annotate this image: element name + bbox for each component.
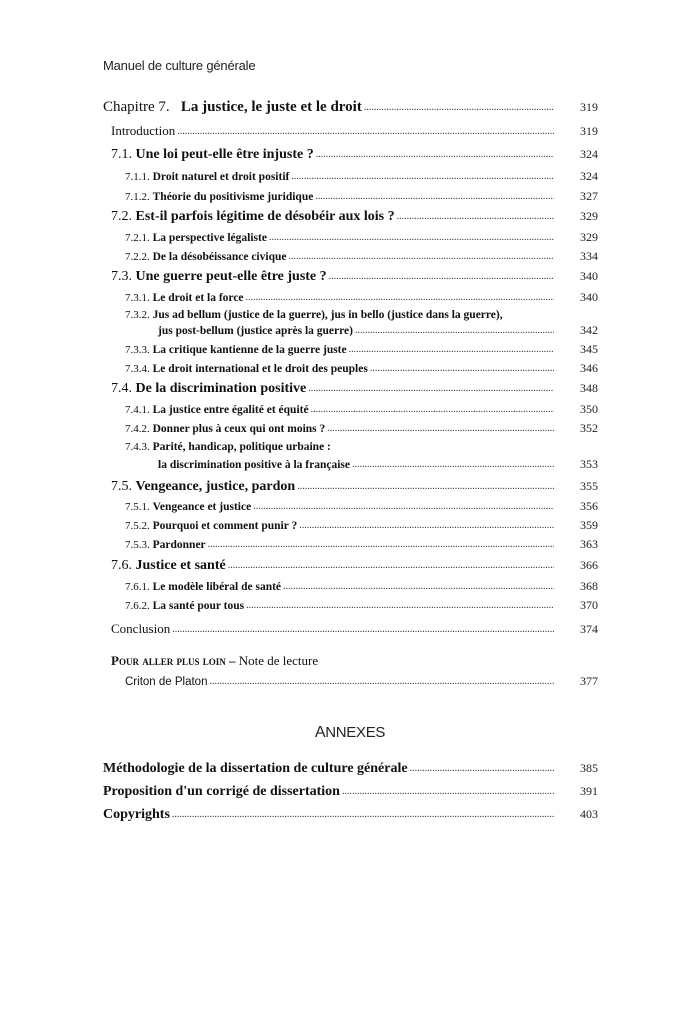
further-reading-dash: – (228, 653, 236, 668)
page-number: 353 (580, 457, 598, 471)
toc-section-entry[interactable] (103, 559, 598, 573)
leader-dots (352, 460, 554, 470)
toc-section-entry[interactable] (103, 148, 598, 162)
leader-dots (172, 810, 554, 820)
leader-dots (246, 293, 554, 303)
page-number: 345 (580, 342, 598, 356)
toc-introduction-entry[interactable] (103, 124, 598, 138)
subsection-title: De la désobéissance civique (152, 251, 287, 263)
subsection-number: 7.3.2. (125, 309, 150, 321)
leader-dots (228, 561, 554, 571)
page-number: 329 (580, 209, 598, 223)
subsection-number: 7.4.1. (125, 404, 150, 416)
subsection-title: Donner plus à ceux qui ont moins ? (152, 423, 326, 435)
toc-subsection-entry[interactable] (103, 599, 598, 613)
page-number: 374 (580, 622, 598, 636)
toc-subsection-entry[interactable] (103, 580, 598, 594)
toc-subsection-entry[interactable] (103, 362, 598, 376)
leader-dots (288, 252, 554, 262)
subsection-title: Le droit et la force (152, 292, 244, 304)
toc-section-entry[interactable] (103, 480, 598, 494)
subsection-title: La perspective légaliste (152, 232, 267, 244)
subsection-number: 7.5.2. (125, 520, 150, 532)
leader-dots (172, 625, 554, 635)
page-number: 370 (580, 598, 598, 612)
section-number: 7.5. (111, 479, 132, 494)
subsection-title: Le droit international et le droit des peuples (152, 363, 368, 375)
subsection-number: 7.2.1. (125, 232, 150, 244)
page-number: 324 (580, 169, 598, 183)
subsection-number: 7.2.2. (125, 251, 150, 263)
toc-subsection-entry[interactable] (103, 170, 598, 184)
leader-dots (397, 212, 554, 222)
leader-dots (410, 764, 554, 774)
page-number: 355 (580, 479, 598, 493)
subsection-title: Pourquoi et comment punir ? (152, 520, 298, 532)
leader-dots (316, 150, 554, 160)
page-number: 346 (580, 361, 598, 375)
subsection-title-line2: jus post-bellum (justice après la guerre) (158, 325, 353, 337)
toc-subsection-entry[interactable] (103, 324, 598, 338)
subsection-title: La santé pour tous (152, 600, 245, 612)
subsection-title: Le modèle libéral de santé (152, 581, 282, 593)
subsection-number: 7.4.2. (125, 423, 150, 435)
page-number: 319 (580, 124, 598, 138)
subsection-title: Vengeance et justice (152, 501, 252, 513)
leader-dots (329, 272, 554, 282)
page-number: 377 (580, 674, 598, 688)
leader-dots (342, 787, 554, 797)
page-number: 356 (580, 499, 598, 513)
toc-subsection-entry[interactable] (103, 291, 598, 305)
page-number: 391 (580, 784, 598, 798)
leader-dots (308, 384, 554, 394)
toc-subsection-entry[interactable] (103, 422, 598, 436)
subsection-number: 7.4.3. (125, 441, 150, 453)
leader-dots (177, 127, 554, 137)
toc-chapter-entry[interactable] (103, 100, 598, 115)
leader-dots (370, 364, 554, 374)
annexes-heading-rest: NNEXES (325, 724, 386, 741)
toc-conclusion-entry[interactable] (103, 622, 598, 636)
chapter-prefix: Chapitre 7. (103, 99, 170, 115)
subsection-number: 7.1.2. (125, 191, 150, 203)
section-title: De la discrimination positive (135, 381, 307, 396)
subsection-number: 7.3.4. (125, 363, 150, 375)
section-number: 7.4. (111, 381, 132, 396)
section-number: 7.2. (111, 209, 132, 224)
further-reading-heading (111, 653, 318, 669)
leader-dots (269, 233, 554, 243)
subsection-number: 7.3.1. (125, 292, 150, 304)
toc-subsection-first-line[interactable] (125, 309, 503, 321)
page-number: 352 (580, 421, 598, 435)
page-number: 363 (580, 537, 598, 551)
subsection-number: 7.3.3. (125, 344, 150, 356)
toc-subsection-entry[interactable] (103, 190, 598, 204)
conclusion-label: Conclusion (111, 621, 171, 636)
toc-subsection-entry[interactable] (103, 250, 598, 264)
toc-section-entry[interactable] (103, 382, 598, 396)
annex-title: Copyrights (103, 807, 170, 822)
introduction-label: Introduction (111, 123, 176, 138)
page-number: 359 (580, 518, 598, 532)
running-head: Manuel de culture générale (103, 58, 256, 73)
toc-subsection-entry[interactable] (103, 231, 598, 245)
annex-title: Méthodologie de la dissertation de culture générale (103, 761, 408, 776)
page-number: 329 (580, 230, 598, 244)
further-reading-subtitle: Note de lecture (238, 653, 319, 668)
subsection-number: 7.6.1. (125, 581, 150, 593)
annex-title: Proposition d'un corrigé de dissertation (103, 784, 340, 799)
page-number: 319 (580, 100, 598, 114)
section-number: 7.1. (111, 147, 132, 162)
toc-annex-entry[interactable] (103, 785, 598, 799)
subsection-number: 7.5.1. (125, 501, 150, 513)
page-number: 340 (580, 290, 598, 304)
subsection-title: Théorie du positivisme juridique (152, 191, 314, 203)
page-number: 348 (580, 381, 598, 395)
leader-dots (291, 172, 554, 182)
toc-subsection-entry[interactable] (103, 538, 598, 552)
page-number: 403 (580, 807, 598, 821)
subsection-number: 7.6.2. (125, 600, 150, 612)
page-number: 340 (580, 269, 598, 283)
section-number: 7.6. (111, 558, 132, 573)
toc-subsection-first-line[interactable] (125, 441, 331, 453)
page-number: 385 (580, 761, 598, 775)
toc-further-entry[interactable] (103, 675, 598, 689)
toc-section-entry[interactable] (103, 210, 598, 224)
toc-subsection-entry[interactable] (103, 519, 598, 533)
section-title: Justice et santé (135, 558, 226, 573)
leader-dots (349, 345, 554, 355)
toc-section-entry[interactable] (103, 270, 598, 284)
further-item-label: Criton de Platon (125, 676, 208, 688)
subsection-title: La justice entre égalité et équité (152, 404, 309, 416)
leader-dots (246, 601, 554, 611)
page-number: 334 (580, 249, 598, 263)
subsection-title: Droit naturel et droit positif (152, 171, 290, 183)
section-title: Une loi peut-elle être injuste ? (135, 147, 314, 162)
subsection-title-line1: Parité, handicap, politique urbaine : (152, 441, 331, 453)
subsection-number: 7.1.1. (125, 171, 150, 183)
section-title: Est-il parfois légitime de désobéir aux lois ? (135, 209, 395, 224)
leader-dots (283, 582, 554, 592)
subsection-title-line2: la discrimination positive à la française (158, 459, 350, 471)
toc-subsection-entry[interactable] (103, 500, 598, 514)
leader-dots (327, 424, 554, 434)
leader-dots (355, 326, 554, 336)
subsection-title: Pardonner (152, 539, 206, 551)
further-reading-title: Pour aller plus loin (111, 653, 226, 668)
leader-dots (315, 192, 554, 202)
chapter-label (103, 100, 362, 115)
chapter-title: La justice, le juste et le droit (180, 99, 362, 115)
page-number: 350 (580, 402, 598, 416)
toc-subsection-entry[interactable] (103, 403, 598, 417)
subsection-title-line1: Jus ad bellum (justice de la guerre), jus in bello (justice dans la guerre), (152, 309, 503, 321)
page-number: 368 (580, 579, 598, 593)
leader-dots (297, 482, 554, 492)
leader-dots (208, 540, 554, 550)
page-number: 366 (580, 558, 598, 572)
annexes-heading-initial: A (314, 724, 326, 741)
annexes-heading (0, 724, 700, 742)
subsection-number: 7.5.3. (125, 539, 150, 551)
leader-dots (364, 103, 554, 113)
toc-annex-entry[interactable] (103, 808, 598, 822)
section-number: 7.3. (111, 269, 132, 284)
page-number: 342 (580, 323, 598, 337)
page-number: 327 (580, 189, 598, 203)
toc-subsection-entry[interactable] (103, 343, 598, 357)
page-number: 324 (580, 147, 598, 161)
leader-dots (299, 521, 554, 531)
leader-dots (209, 677, 554, 687)
leader-dots (253, 502, 554, 512)
leader-dots (311, 405, 554, 415)
toc-annex-entry[interactable] (103, 762, 598, 776)
subsection-title: La critique kantienne de la guerre juste (152, 344, 347, 356)
section-title: Une guerre peut-elle être juste ? (135, 269, 327, 284)
toc-subsection-entry[interactable] (103, 458, 598, 472)
section-title: Vengeance, justice, pardon (135, 479, 296, 494)
